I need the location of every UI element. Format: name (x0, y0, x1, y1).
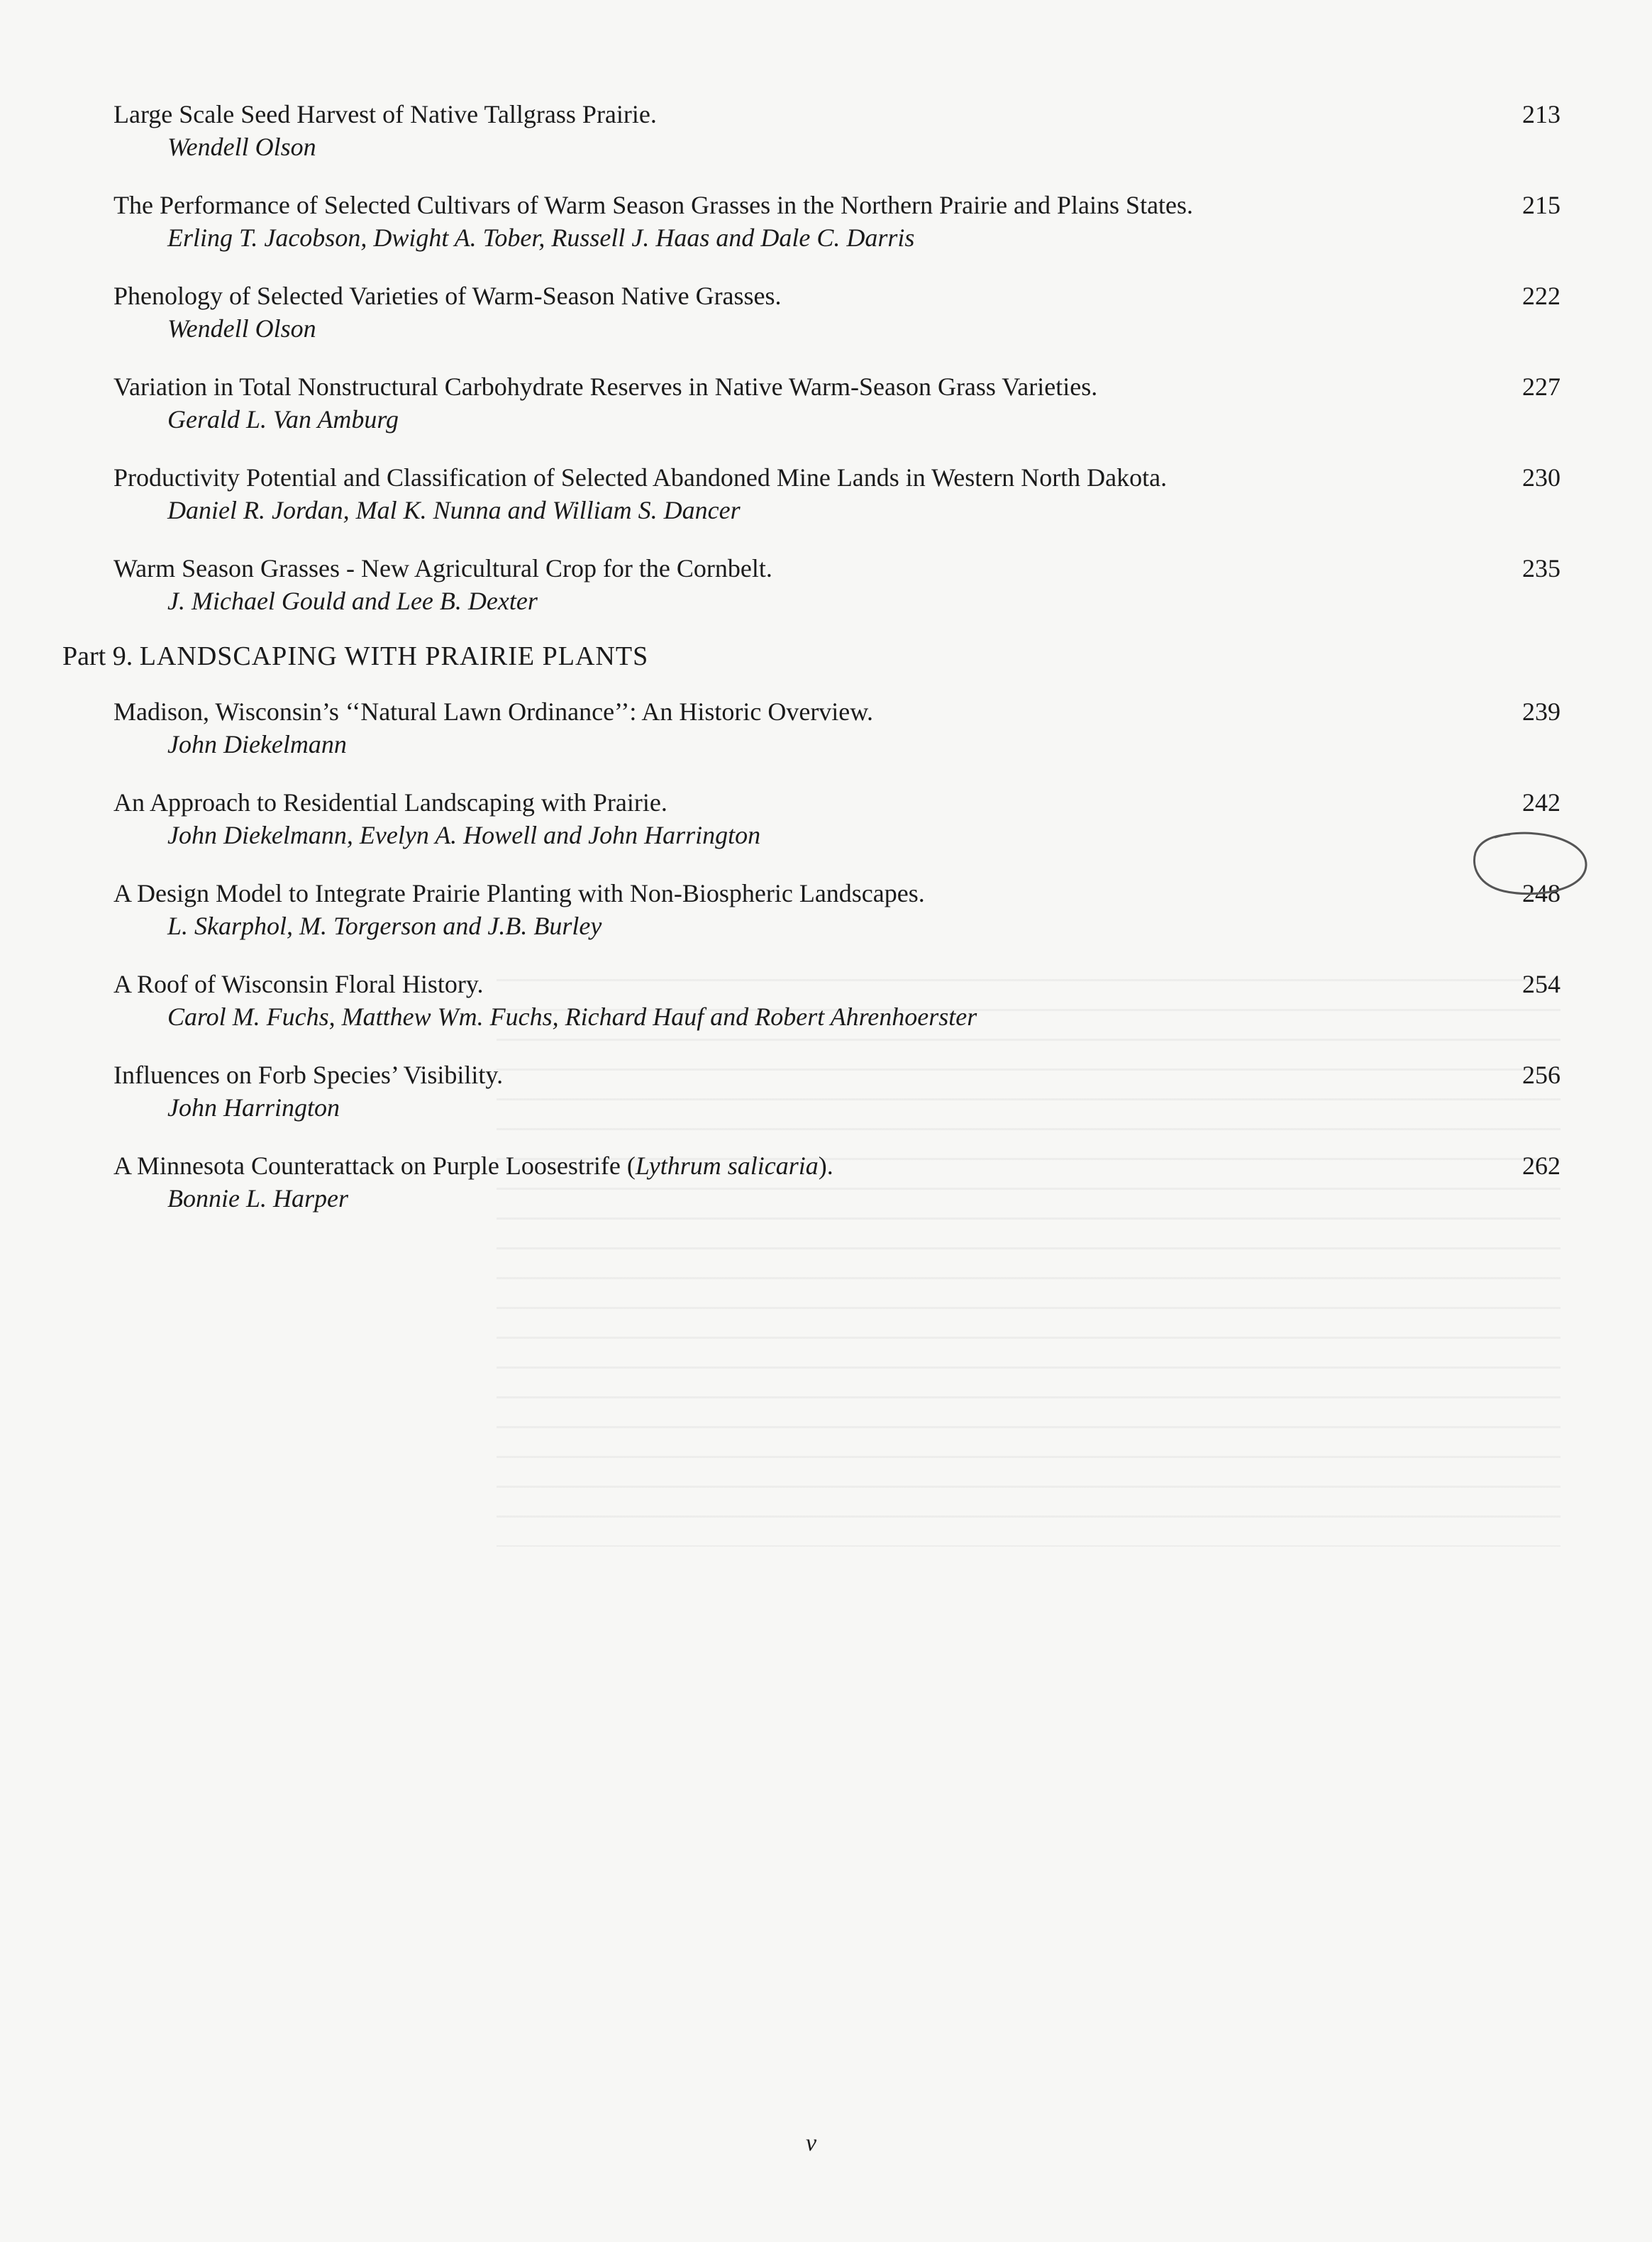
toc-entry (113, 1149, 1560, 1215)
entry-page-number: 254 (1522, 970, 1560, 998)
entry-page-number: 256 (1522, 1061, 1560, 1089)
entry-authors: J. Michael Gould and Lee B. Dexter (167, 587, 538, 615)
entry-authors: L. Skarphol, M. Torgerson and J.B. Burley (167, 912, 602, 940)
entry-title: Large Scale Seed Harvest of Native Tallgrass Prairie. (113, 100, 657, 128)
entry-title-suffix: ). (818, 1152, 833, 1180)
entry-authors: Gerald L. Van Amburg (167, 405, 399, 434)
entry-page-number: 242 (1522, 788, 1560, 817)
toc-entry (113, 1059, 1560, 1124)
entry-authors: Carol M. Fuchs, Matthew Wm. Fuchs, Richard Hauf and Robert Ahrenhoerster (167, 1003, 977, 1031)
entry-authors: John Harrington (167, 1093, 340, 1122)
handwritten-circle-mark (1467, 829, 1592, 901)
entry-authors: Bonnie L. Harper (167, 1184, 348, 1213)
entry-title (113, 1149, 1560, 1182)
part-label: Part 9. (62, 641, 133, 671)
part-heading (62, 639, 1509, 674)
entry-page-number: 235 (1522, 554, 1560, 582)
entry-authors: Daniel R. Jordan, Mal K. Nunna and William S. Dancer (167, 496, 741, 524)
entry-authors: Erling T. Jacobson, Dwight A. Tober, Russell J. Haas and Dale C. Darris (167, 223, 915, 252)
entry-title: Influences on Forb Species’ Visibility. (113, 1061, 504, 1089)
entry-authors: John Diekelmann, Evelyn A. Howell and John Harrington (167, 821, 761, 849)
entry-title: Variation in Total Nonstructural Carbohydrate Reserves in Native Warm-Season Grass Varieties. (113, 372, 1098, 401)
entry-page-number: 215 (1522, 191, 1560, 219)
toc-entry (113, 552, 1560, 617)
entry-authors: Wendell Olson (167, 314, 316, 343)
entry-title: Warm Season Grasses - New Agricultural Crop for the Cornbelt. (113, 554, 772, 582)
toc-entry (113, 370, 1560, 436)
toc-entry (113, 877, 1560, 942)
entry-authors: John Diekelmann (167, 730, 347, 758)
entry-page-number: 222 (1522, 282, 1560, 310)
toc-entry (113, 189, 1560, 254)
entry-page-number: 227 (1522, 372, 1560, 401)
entry-title: Phenology of Selected Varieties of Warm-Season Native Grasses. (113, 282, 782, 310)
entry-page-number: 262 (1522, 1152, 1560, 1180)
entry-authors: Wendell Olson (167, 133, 316, 161)
entry-title: An Approach to Residential Landscaping with Prairie. (113, 788, 667, 817)
page-folio: v (806, 2130, 817, 2156)
toc-entry (113, 461, 1560, 526)
toc-entry (113, 968, 1560, 1033)
toc-entry (113, 695, 1560, 761)
toc-entry (113, 280, 1560, 345)
entry-title: Productivity Potential and Classification of Selected Abandoned Mine Lands in Western North Dakota. (113, 463, 1168, 492)
entry-page-number: 239 (1522, 697, 1560, 726)
toc-entry (113, 786, 1560, 851)
entry-page-number: 248 (1522, 879, 1560, 907)
entry-title: The Performance of Selected Cultivars of Warm Season Grasses in the Northern Prairie and Plains States. (113, 191, 1194, 219)
toc-entry (113, 98, 1560, 163)
part-title: LANDSCAPING WITH PRAIRIE PLANTS (139, 641, 649, 671)
entry-title-prefix: A Minnesota Counterattack on Purple Loosestrife ( (113, 1152, 636, 1180)
entry-title: A Design Model to Integrate Prairie Planting with Non-Biospheric Landscapes. (113, 879, 925, 907)
entry-page-number: 213 (1522, 100, 1560, 128)
entry-title-species: Lythrum salicaria (635, 1152, 819, 1180)
entry-title: Madison, Wisconsin’s ‘‘Natural Lawn Ordinance’’: An Historic Overview. (113, 697, 873, 726)
entry-page-number: 230 (1522, 463, 1560, 492)
table-of-contents (62, 98, 1560, 1240)
entry-title: A Roof of Wisconsin Floral History. (113, 970, 484, 998)
